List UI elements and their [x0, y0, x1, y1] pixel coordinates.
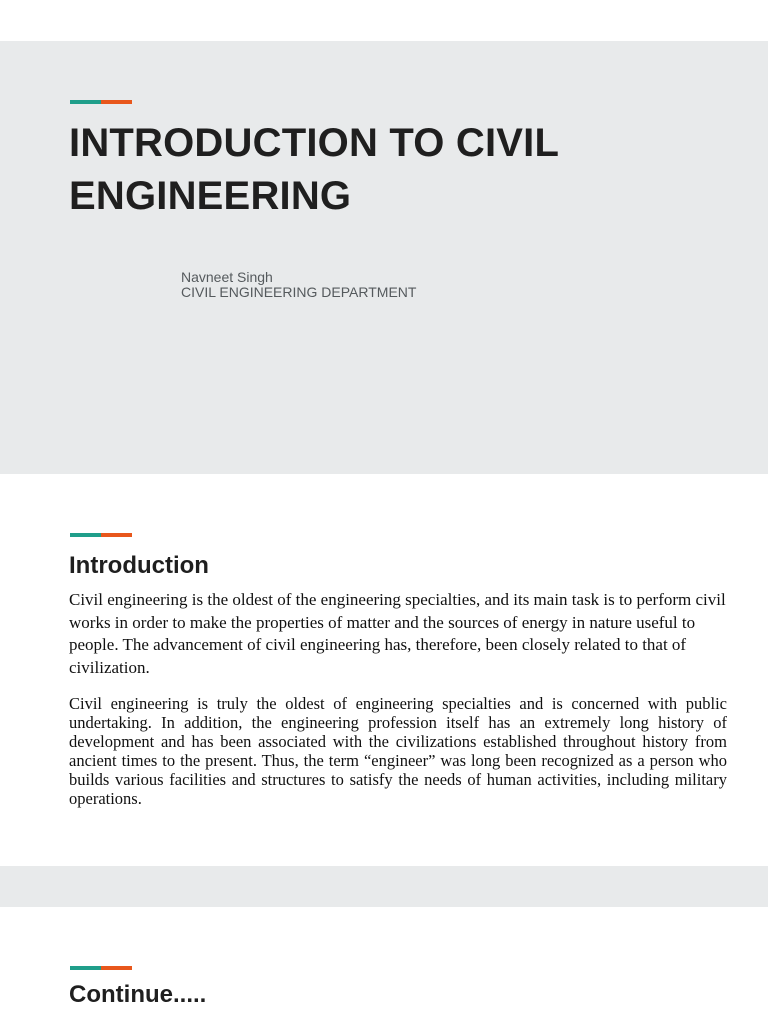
- continue-accent-bar: [70, 966, 132, 970]
- continue-heading: Continue.....: [69, 981, 207, 1008]
- accent-teal-segment: [70, 100, 101, 104]
- department-name: CIVIL ENGINEERING DEPARTMENT: [181, 284, 417, 300]
- presentation-title: INTRODUCTION TO CIVIL ENGINEERING: [69, 121, 559, 218]
- accent-teal-segment: [70, 966, 101, 970]
- author-name: Navneet Singh: [181, 269, 273, 285]
- introduction-heading: Introduction: [69, 552, 209, 579]
- introduction-paragraph-2: Civil engineering is truly the oldest of engineering specialties and is concerned with public undertaking. In addition, the engineering profession itself has an extremely long history of development and has been associated with the civilizations established throughout history from ancient times to the present. Thus, the term “engineer” was long been recognized as a person who builds various facilities and structures to satisfy the needs of human activities, including military operations.: [69, 694, 727, 808]
- introduction-paragraph-1: Civil engineering is the oldest of the engineering specialties, and its main task is to perform civil works in order to make the properties of matter and the sources of energy in nature useful to people. The advancement of civil engineering has, therefore, been closely related to that of civilization.: [69, 590, 726, 678]
- intro-accent-bar: [70, 533, 132, 537]
- slide-separator: [0, 866, 768, 907]
- title-slide: [0, 41, 768, 474]
- accent-orange-segment: [101, 100, 132, 104]
- accent-orange-segment: [101, 533, 132, 537]
- title-accent-bar: [70, 100, 132, 104]
- accent-orange-segment: [101, 966, 132, 970]
- accent-teal-segment: [70, 533, 101, 537]
